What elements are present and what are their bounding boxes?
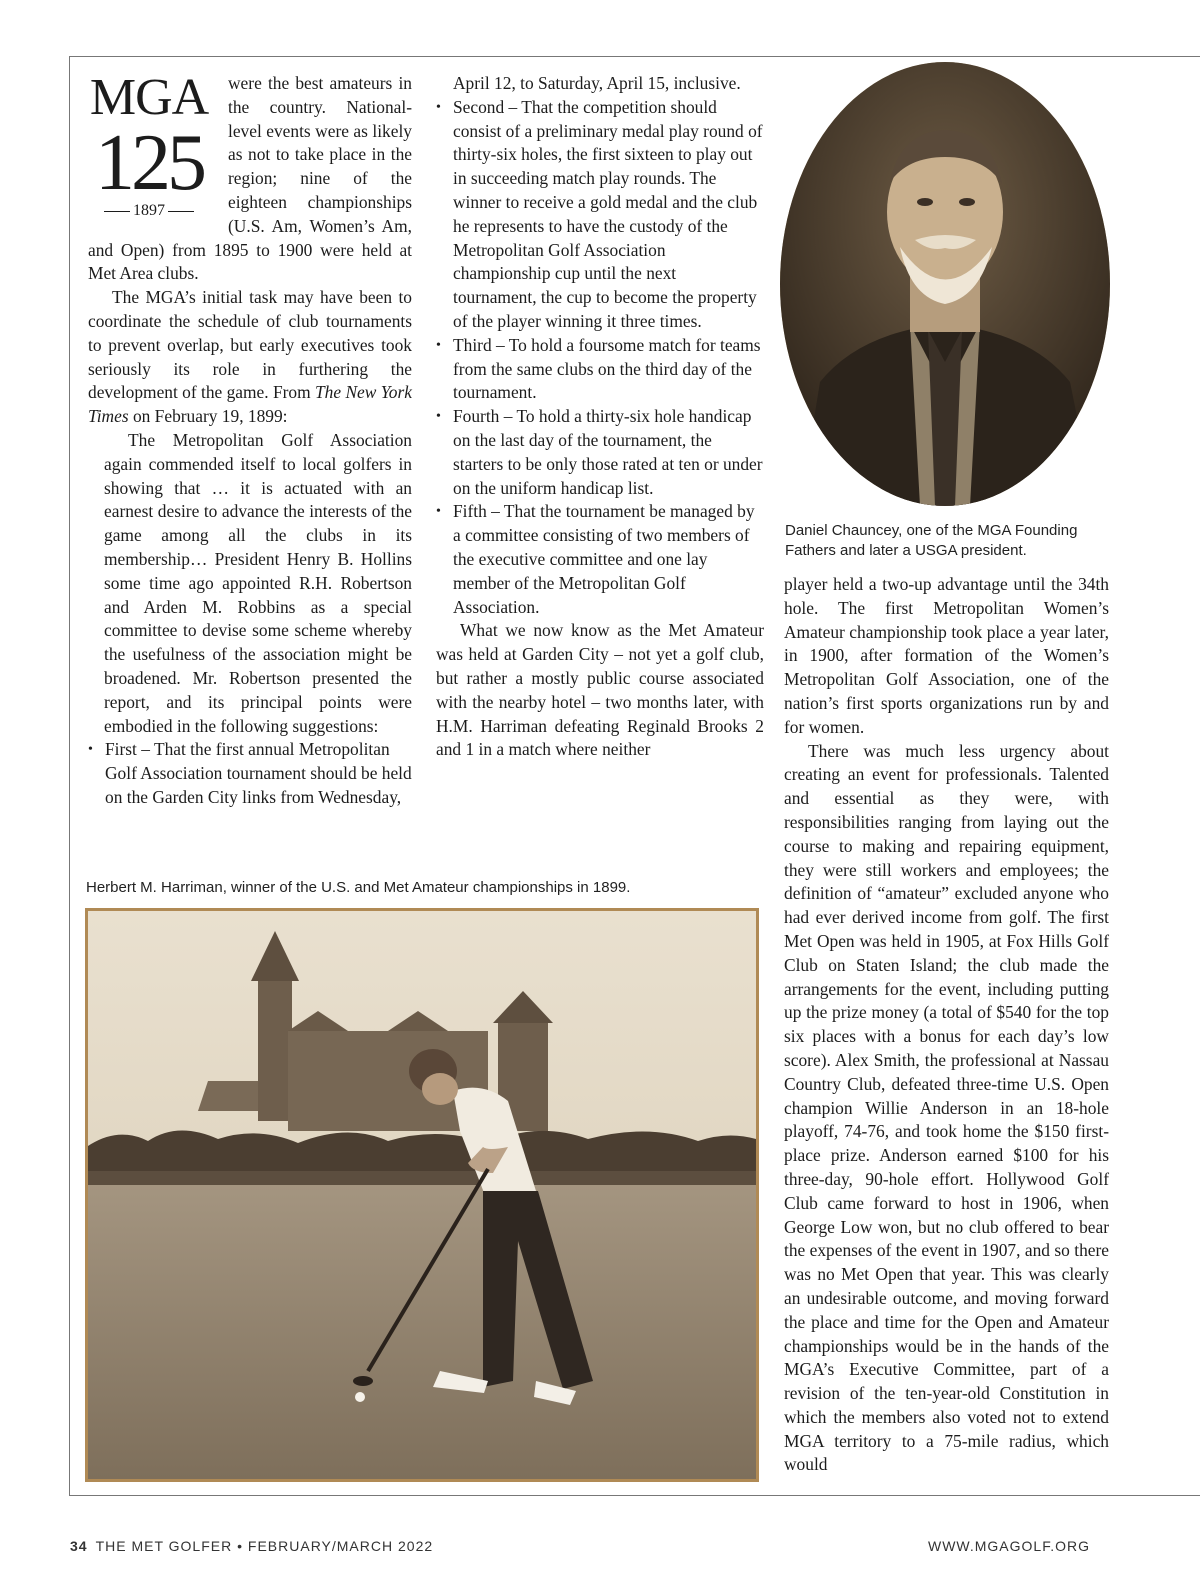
column-2	[436, 72, 764, 762]
col1-p2-italic: The New York Times	[88, 382, 412, 427]
col3-paragraph-1: player held a two-up advantage until the 34th hole. The first Metropolitan Women’s Amateur championship took place a year later, in 1900, after formation of the Women’s Metropolitan Golf Association, one of the nation’s first sports organizations run by and for women.	[784, 574, 1109, 737]
bullet-first: • First – That the first annual Metropolitan Golf Association tournament should be held on the Garden City links from Wednesday,	[88, 738, 412, 809]
logo-year-text: 1897	[133, 202, 165, 219]
col1-paragraph-2	[88, 286, 412, 429]
bullet-second: • Second – That the competition should consist of a preliminary medal play round of thirty-six holes, the first sixteen to play out in succeeding match play rounds. The winner to receive a gold medal and the club he represents to have the custody of the Metropolitan Golf Association championship cup until the next tournament, the cup to become the property of the player winning it three times.	[436, 96, 764, 334]
col3-paragraph-2: There was much less urgency about creating an event for professionals. Talented and essential as they were, with responsibilities ranging from laying out the course to making and repairing equipment, they were still workers and employees; the definition of “amateur” excluded anyone who had ever derived income from golf. The first Met Open was held in 1905, at Fox Hills Golf Club on Staten Island; the club made the arrangements for the event, including putting up the prize money (a total of $540 for the top six places with a bonus for each day’s low score). Alex Smith, the professional at Nassau Country Club, defeated three-time U.S. Open champion Willie Anderson in an 18-hole playoff, 74-76, and took home the $150 first-place prize. Anderson earned $100 for his three-day, 90-hole effort. Hollywood Golf Club came forward to host in 1906, when George Low won, but no club offered to bear the expenses of the event in 1907, and so there was no Met Open that year. This was clearly an undesirable outcome, and moving forward the place and time for the Open and Amateur championships would be in the hands of the MGA’s Executive Committee, part of a revision of the ten-year-old Constitution in which the members also voted not to extend MGA territory to a 75-mile radius, which would	[784, 740, 1109, 1475]
footer-website[interactable]: WWW.MGAGOLF.ORG	[928, 1538, 1090, 1554]
column-3	[784, 573, 1109, 1477]
publication-name: THE MET GOLFER • FEBRUARY/MARCH 2022	[95, 1538, 434, 1554]
col2-paragraph-after: What we now know as the Met Amateur was held at Garden City – not yet a golf club, but rather a mostly public course associated with the nearby hotel – two months later, with H.M. Harriman defeating Reginald Brooks 2 and 1 in a match where neither	[436, 620, 764, 760]
golfer-photo	[85, 908, 759, 1482]
portrait-photo	[780, 62, 1110, 506]
column-1	[88, 72, 412, 810]
col1-paragraph-1: were the best amateurs in the country. National-level events were as likely as not to take place in the region; nine of the eighteen championships (U.S. Am, Women’s Am, and Open) from 1895 to 1900 were held at Met Area clubs.	[88, 73, 412, 284]
photo-caption: Herbert M. Harriman, winner of the U.S. and Met Amateur championships in 1899.	[86, 879, 631, 896]
col2-bullet-list	[436, 96, 764, 620]
logo-mga: MGA	[89, 69, 209, 126]
col1-p2-before: The MGA’s initial task may have been to coordinate the schedule of club tournaments to prevent overlap, but early executives took seriously its role in furthering the development of the game. From	[88, 287, 412, 403]
col1-bullet-list	[88, 738, 412, 809]
nyt-quote-text: The Metropolitan Golf Association again commended itself to local golfers in showing that … it is actuated with an earnest desire to advance the interests of the game among all the clubs in its membership… President Henry B. Hollins some time ago appointed R.H. Robertson and Arden M. Robbins as a special committee to devise some scheme whereby the usefulness of the association might be broadened. Mr. Robertson presented the report, and its principal points were embodied in the following suggestions:	[104, 429, 412, 736]
bullet-fourth: • Fourth – To hold a thirty-six hole handicap on the last day of the tournament, the starters to be only those rated at ten or under on the uniform handicap list.	[436, 405, 764, 500]
bullet-third: • Third – To hold a foursome match for teams from the same clubs on the third day of the tournament.	[436, 334, 764, 405]
bullet-fifth: • Fifth – That the tournament be managed by a committee consisting of two members of the executive committee and one lay member of the Metropolitan Golf Association.	[436, 500, 764, 619]
col1-p2-after: on February 19, 1899:	[128, 406, 288, 427]
portrait-caption: Daniel Chauncey, one of the MGA Founding Fathers and later a USGA president.	[785, 522, 1078, 559]
golfer-illustration	[88, 911, 756, 1479]
col2-continuation: April 12, to Saturday, April 15, inclusive.	[453, 73, 741, 93]
portrait-illustration	[780, 62, 1110, 506]
footer-left	[70, 1538, 433, 1554]
logo-125: 125	[95, 119, 203, 207]
nyt-quote	[88, 429, 412, 738]
logo-wrap-space	[88, 68, 228, 230]
page-number: 34	[70, 1538, 88, 1554]
